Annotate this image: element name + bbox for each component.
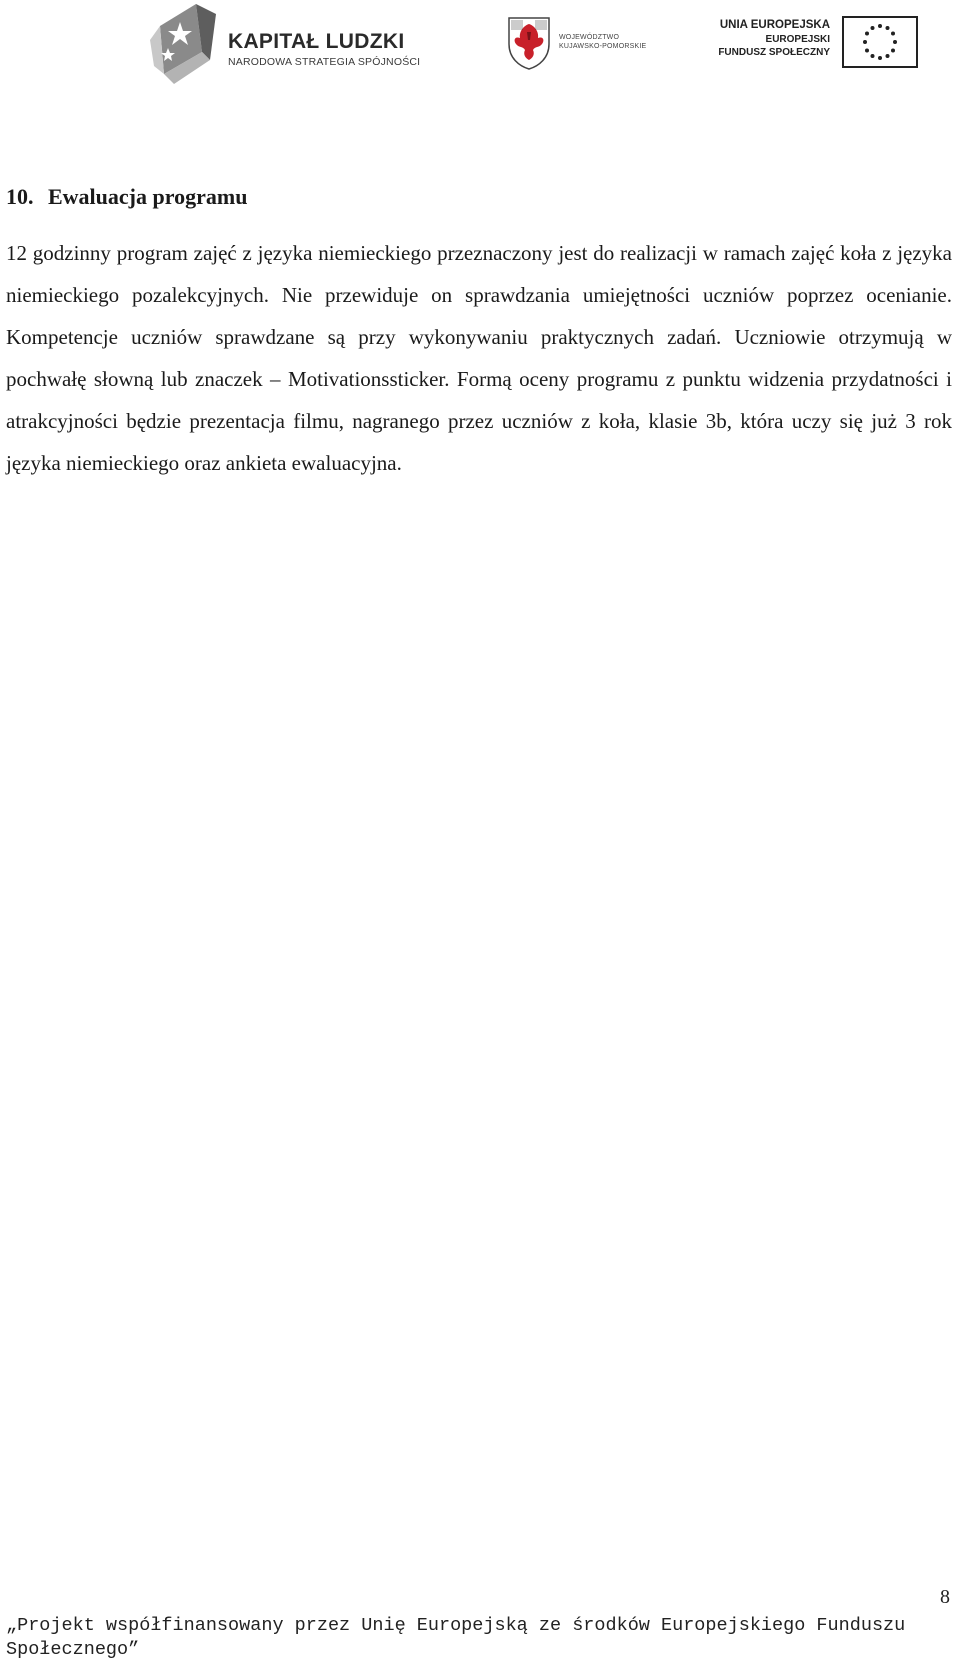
- eu-flag-icon: [842, 16, 918, 68]
- kapital-ludzki-title: KAPITAŁ LUDZKI: [228, 30, 405, 53]
- section-title: Ewaluacja programu: [48, 184, 248, 209]
- wojewodztwo-name-line2: KUJAWSKO-POMORSKIE: [559, 43, 647, 50]
- kapital-ludzki-subtitle: NARODOWA STRATEGIA SPÓJNOŚCI: [228, 56, 421, 68]
- unia-europejska-line1: UNIA EUROPEJSKA: [719, 19, 830, 31]
- wojewodztwo-name-line1: WOJEWÓDZTWO: [559, 34, 620, 41]
- kapital-ludzki-emblem-icon: [150, 4, 216, 84]
- section-heading: [6, 182, 952, 212]
- unia-europejska-text: [700, 18, 830, 59]
- page-number: 8: [940, 1586, 950, 1608]
- wojewodztwo-logo: [505, 14, 675, 74]
- main-content: [6, 182, 952, 484]
- section-number: 10.: [6, 184, 34, 209]
- unia-europejska-line3: FUNDUSZ SPOŁECZNY: [718, 47, 830, 58]
- page-header: [0, 0, 960, 90]
- section-paragraph: 12 godzinny program zajęć z języka niemieckiego przeznaczony jest do realizacji w ramach zajęć koła z języka niemieckiego pozalekcyjnych. Nie przewiduje on sprawdzania umiejętności uczniów poprzez ocenianie. Kompetencje uczniów sprawdzane są przy wykonywaniu praktycznych zadań. Uczniowie otrzymują w pochwałę słowną lub znaczek – Motivationssticker. Formą oceny programu z punktu widzenia przydatności i atrakcyjności będzie prezentacja filmu, nagranego przez uczniów z koła, klasie 3b, która uczy się już 3 rok języka niemieckiego oraz ankieta ewaluacyjna.: [6, 241, 952, 475]
- unia-europejska-line2: EUROPEJSKI: [765, 34, 830, 45]
- unia-europejska-logo: [700, 14, 940, 74]
- wojewodztwo-crest-icon: [505, 14, 553, 70]
- footer-funding-note: „Projekt współfinansowany przez Unię Europejską ze środków Europejskiego Funduszu Społecznego”: [6, 1615, 917, 1660]
- kapital-ludzki-logo: [150, 4, 450, 84]
